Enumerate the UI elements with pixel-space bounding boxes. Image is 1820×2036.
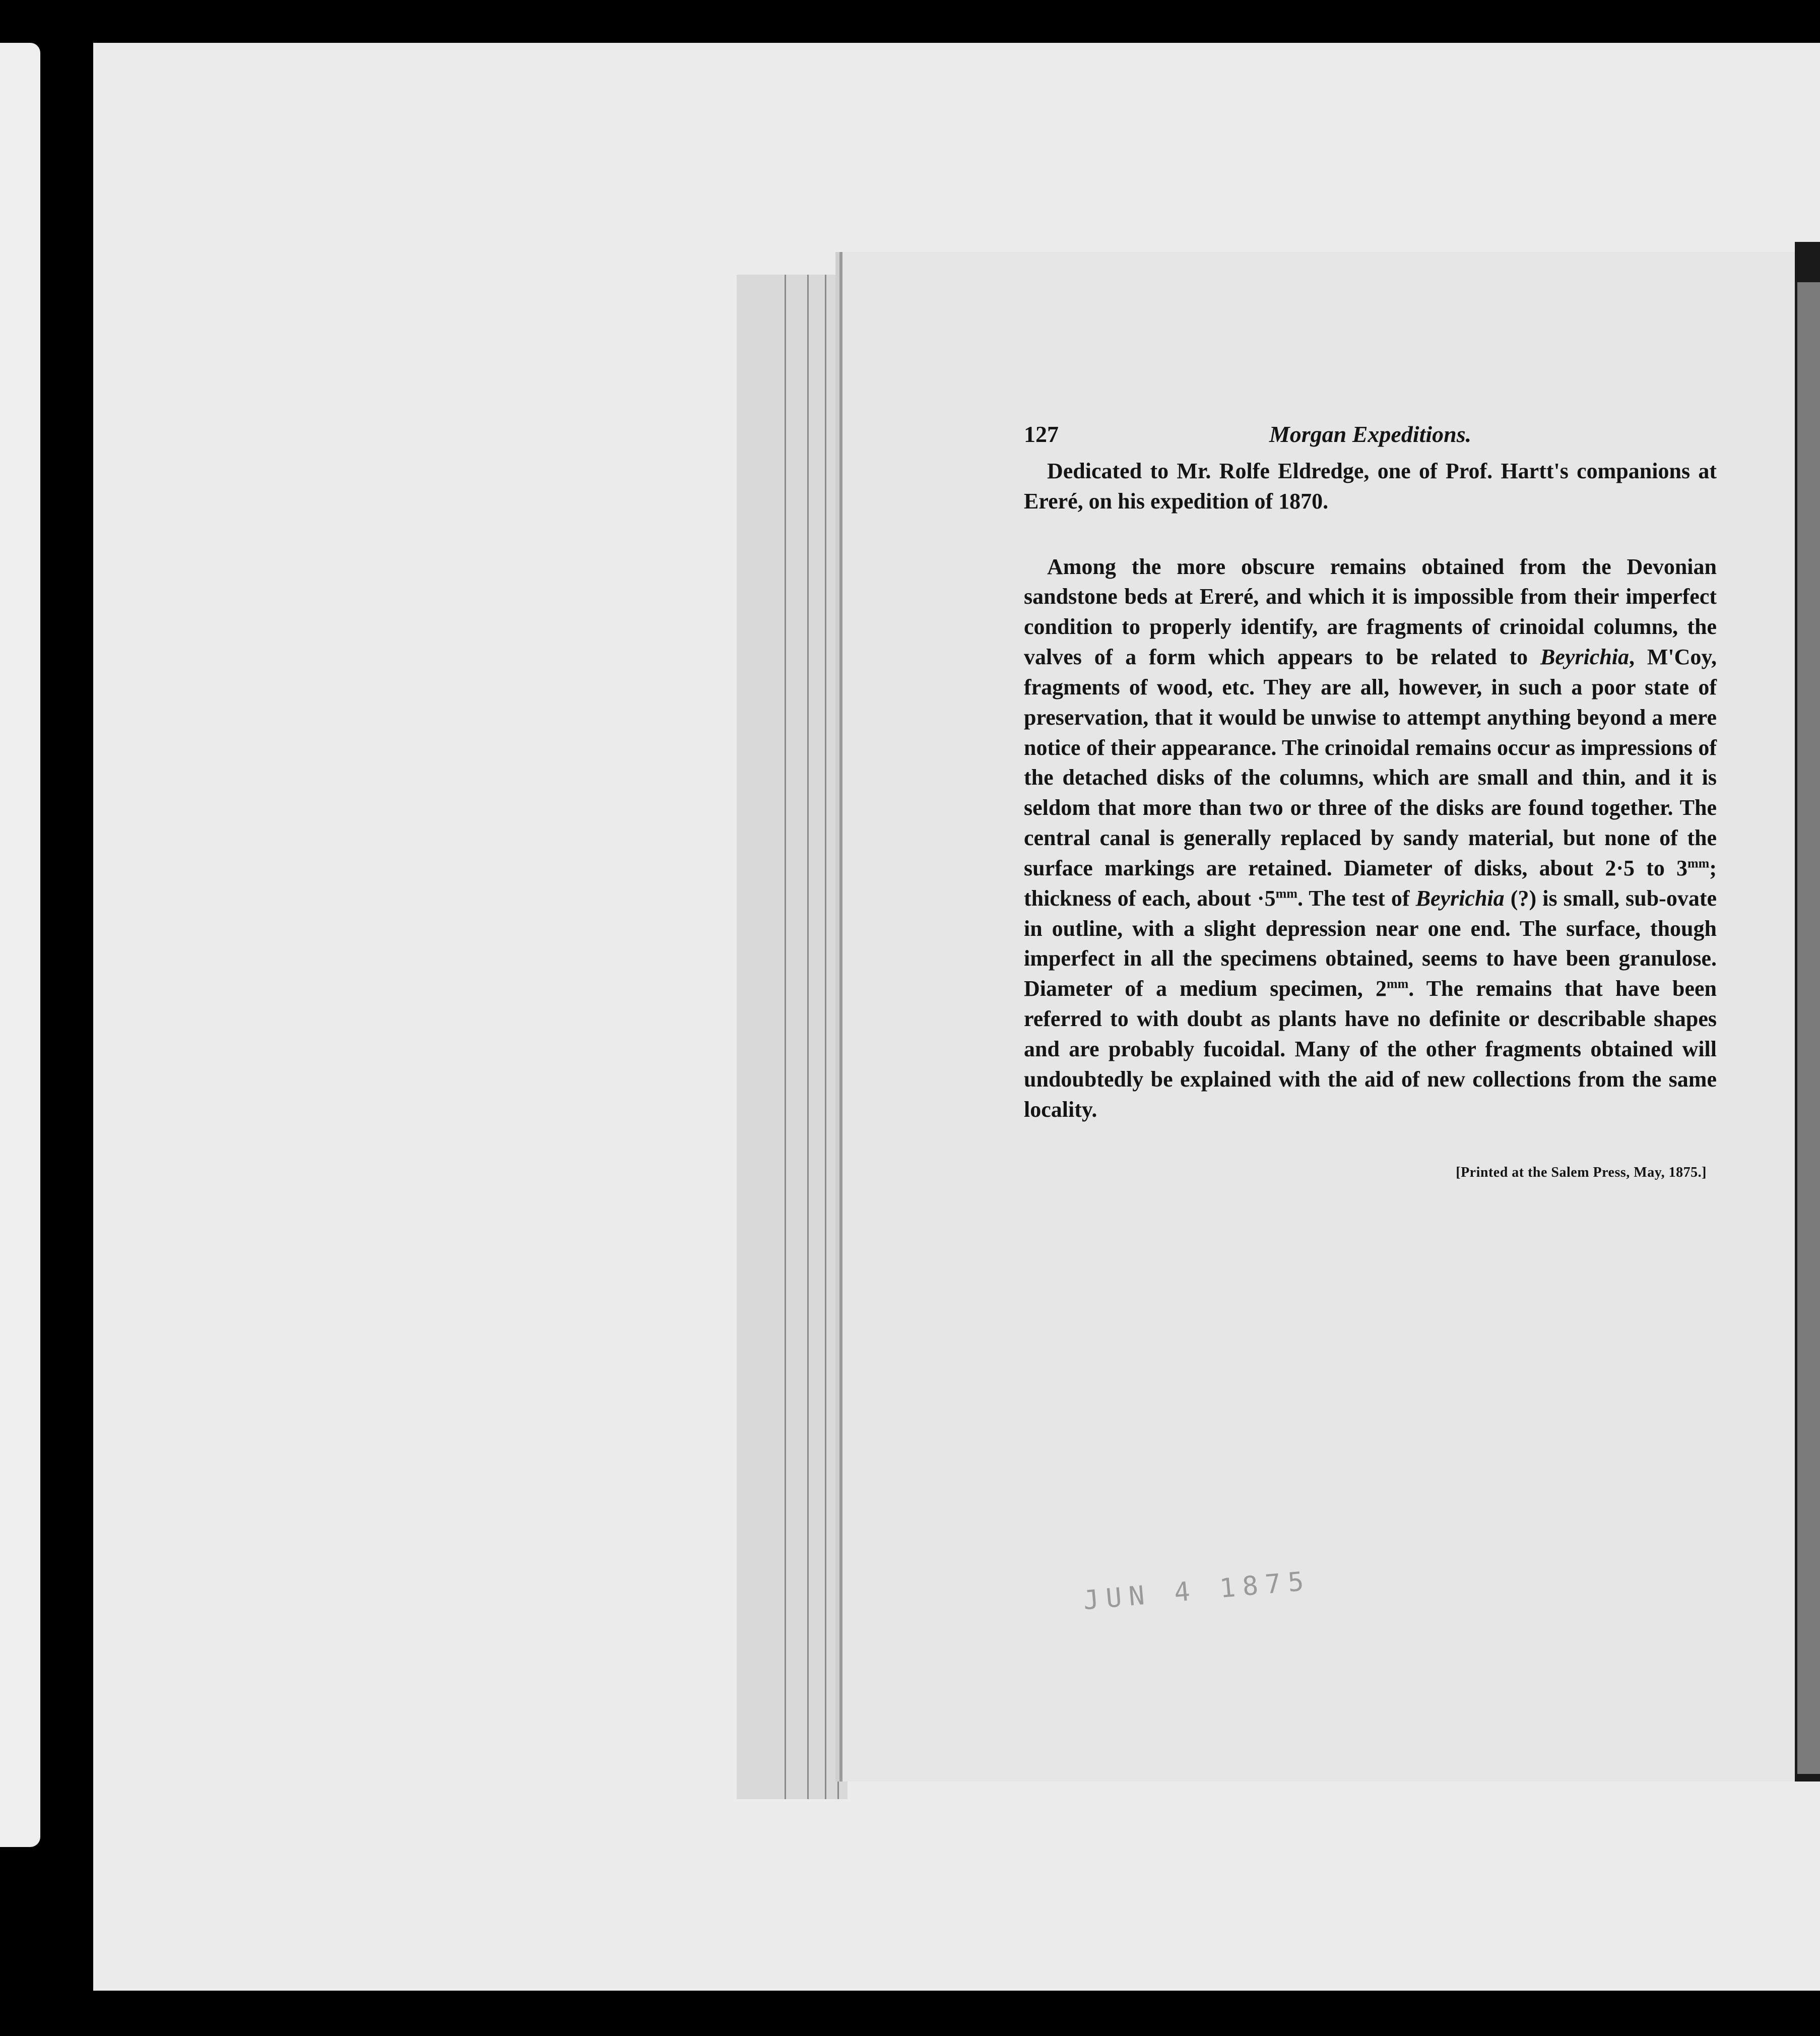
body-text-run: Among the more obscure remains obtained from the Devonian sandstone beds at Ereré, and which it is impossible from their imperfect condition to properly identify, are fragments of crinoidal columns, the valves of a form which appears to be related to — [1024, 554, 1717, 670]
running-head — [1024, 421, 1717, 456]
body-text-run: . The remains that have been referred to with doubt as plants have no definite or describable shapes and are probably fucoidal. Many of the other fragments obtained will undoubtedly be explained with the aid of new collections from the same locality. — [1024, 976, 1717, 1122]
date-stamp: JUN 4 1875 — [1082, 1566, 1312, 1616]
page-edge-line — [825, 275, 826, 1799]
printer-imprint: [Printed at the Salem Press, May, 1875.] — [1456, 1165, 1707, 1181]
body-text-run: ; thickness of each, about ·5 — [1024, 855, 1717, 911]
body-text-run: (?) is small, sub-ovate in outline, with a slight depression near one end. The surface, though imperfect in all the specimens obtained, seems to have been granulose. Diameter of a medium specimen, 2 — [1024, 885, 1717, 1001]
body-paragraph — [1024, 552, 1717, 1125]
italic-genus-name: Beyrichia — [1415, 885, 1505, 911]
book-page — [842, 252, 1795, 1782]
unit-superscript: mm — [1386, 976, 1409, 991]
facing-page-shadow — [1797, 282, 1820, 1774]
body-text-run: , M'Coy, fragments of wood, etc. They are all, however, in such a poor state of preservation, that it would be unwise to attempt anything beyond a mere notice of their appearance. The crinoidal remains occur as impressions of the detached disks of the columns, which are small and thin, and it is seldom that more than two or three of the disks are found together. The central canal is generally replaced by sandy material, but none of the surface markings are retained. Diameter of disks, about 2·5 to 3 — [1024, 645, 1717, 880]
book-page-edges — [737, 275, 848, 1799]
body-text-run: . The test of — [1297, 885, 1416, 911]
page-text-block — [1024, 421, 1717, 1181]
page-edge-line — [837, 275, 839, 1799]
dedication-paragraph: Dedicated to Mr. Rolfe Eldredge, one of Prof. Hartt's companions at Ereré, on his expedition of 1870. — [1024, 459, 1717, 514]
page-number: 127 — [1024, 421, 1059, 447]
unit-superscript: mm — [1275, 886, 1297, 901]
unit-superscript: mm — [1687, 856, 1710, 871]
italic-genus-name: Beyrichia — [1540, 645, 1630, 670]
adjacent-frame-edge — [0, 43, 40, 1847]
page-edge-line — [807, 275, 809, 1799]
page-edge-line — [785, 275, 786, 1799]
running-title: Morgan Expeditions. — [1269, 421, 1472, 447]
